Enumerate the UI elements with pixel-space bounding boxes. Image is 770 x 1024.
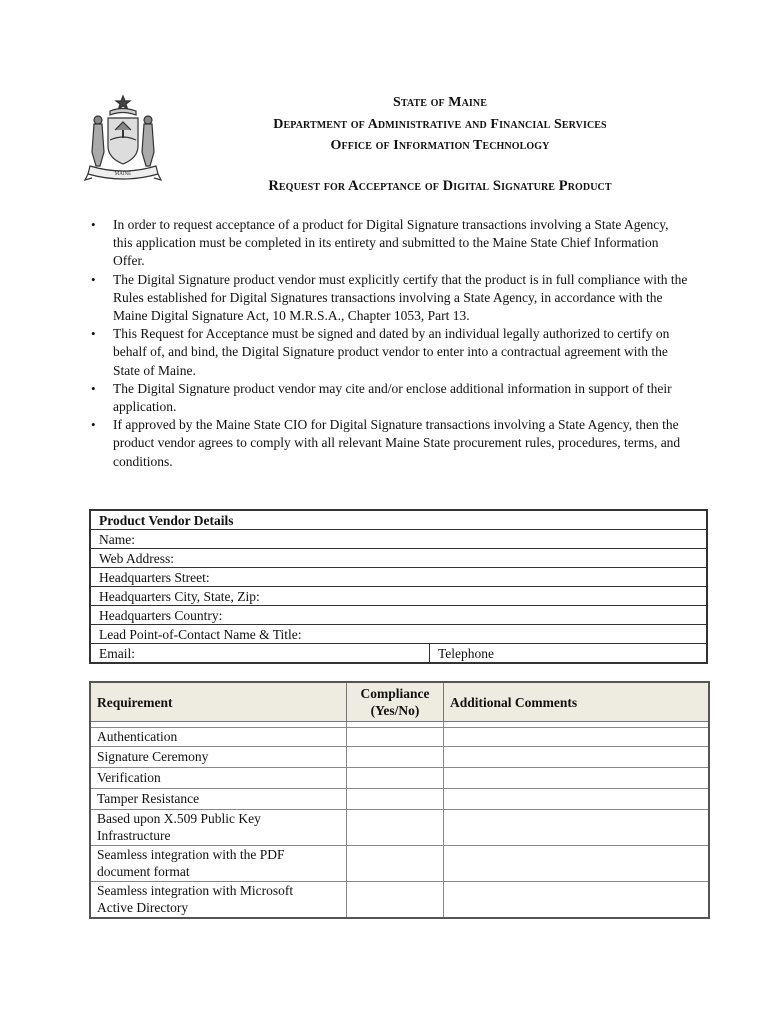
office-heading: Office of Information Technology bbox=[330, 138, 550, 153]
vendor-email-field[interactable]: Email: bbox=[90, 644, 430, 664]
department-heading: Department of Administrative and Financial Services bbox=[273, 117, 607, 132]
requirement-cell: Tamper Resistance bbox=[90, 788, 347, 809]
compliance-cell[interactable] bbox=[347, 845, 444, 881]
table-row bbox=[90, 845, 709, 881]
requirement-cell: Verification bbox=[90, 767, 347, 788]
comments-cell[interactable] bbox=[444, 746, 710, 767]
instruction-item: • This Request for Acceptance must be signed and dated by an individual legally authorized to certify on behalf of, and bind, the Digital Signature product vendor to enter into a contractual agreement with the State of Maine. bbox=[88, 325, 688, 380]
table-row bbox=[90, 788, 709, 809]
instruction-item: • The Digital Signature product vendor may cite and/or enclose additional information in support of their application. bbox=[88, 380, 688, 416]
compliance-header-line2: (Yes/No) bbox=[370, 703, 420, 718]
comments-cell[interactable] bbox=[444, 767, 710, 788]
comments-cell[interactable] bbox=[444, 845, 710, 881]
comments-column-header: Additional Comments bbox=[444, 682, 710, 722]
comments-cell[interactable] bbox=[444, 809, 710, 845]
instructions-list bbox=[88, 216, 688, 471]
requirement-line: Infrastructure bbox=[97, 828, 171, 843]
instruction-item: • If approved by the Maine State CIO for Digital Signature transactions involving a State Agency, then the product vendor agrees to comply with all relevant Maine State procurement rules, procedures, terms, and conditions. bbox=[88, 416, 688, 471]
table-row bbox=[90, 746, 709, 767]
instruction-item: • The Digital Signature product vendor must explicitly certify that the product is in full compliance with the Rules established for Digital Signatures transactions involving a State Agency, in accordance with the Maine Digital Signature Act, 10 M.R.S.A., Chapter 1053, Part 13. bbox=[88, 271, 688, 326]
vendor-street-field[interactable]: Headquarters Street: bbox=[90, 568, 707, 587]
vendor-contact-field[interactable]: Lead Point-of-Contact Name & Title: bbox=[90, 625, 707, 644]
compliance-cell[interactable] bbox=[347, 746, 444, 767]
vendor-web-address-field[interactable]: Web Address: bbox=[90, 549, 707, 568]
requirement-line: Seamless integration with the PDF bbox=[97, 846, 285, 862]
table-row bbox=[90, 881, 709, 918]
vendor-country-field[interactable]: Headquarters Country: bbox=[90, 606, 707, 625]
compliance-cell[interactable] bbox=[347, 788, 444, 809]
requirement-cell bbox=[90, 845, 347, 881]
vendor-table-heading: Product Vendor Details bbox=[90, 510, 707, 530]
requirement-line: document format bbox=[97, 864, 190, 879]
comments-cell[interactable] bbox=[444, 788, 710, 809]
requirement-column-header: Requirement bbox=[90, 682, 347, 722]
compliance-cell[interactable] bbox=[347, 881, 444, 918]
instruction-item: • In order to request acceptance of a product for Digital Signature transactions involving a State Agency, this application must be completed in its entirety and submitted to the Maine State Chief Information Offer. bbox=[88, 216, 688, 271]
requirement-cell: Authentication bbox=[90, 728, 347, 747]
table-row bbox=[90, 728, 709, 747]
requirement-cell bbox=[90, 809, 347, 845]
state-heading: State of Maine bbox=[392, 95, 488, 110]
requirement-line: Seamless integration with Microsoft bbox=[97, 882, 294, 898]
requirement-line: Based upon X.509 Public Key bbox=[97, 810, 261, 826]
requirement-line: Active Directory bbox=[97, 900, 189, 915]
table-row bbox=[90, 767, 709, 788]
compliance-cell[interactable] bbox=[347, 767, 444, 788]
compliance-column-header bbox=[347, 682, 444, 722]
compliance-cell[interactable] bbox=[347, 809, 444, 845]
compliance-cell[interactable] bbox=[347, 728, 444, 747]
form-title: Request for Acceptance of Digital Signature Product bbox=[268, 178, 612, 194]
vendor-city-state-zip-field[interactable]: Headquarters City, State, Zip: bbox=[90, 587, 707, 606]
requirement-cell bbox=[90, 881, 347, 918]
requirement-cell: Signature Ceremony bbox=[90, 746, 347, 767]
vendor-details-table bbox=[89, 509, 708, 664]
requirements-table bbox=[89, 681, 710, 919]
comments-cell[interactable] bbox=[444, 881, 710, 918]
svg-text:MAINE: MAINE bbox=[114, 172, 132, 177]
vendor-name-field[interactable]: Name: bbox=[90, 530, 707, 549]
table-row bbox=[90, 809, 709, 845]
compliance-header-line1: Compliance bbox=[360, 686, 430, 701]
requirements-header-row bbox=[90, 682, 709, 722]
vendor-telephone-field[interactable]: Telephone bbox=[430, 644, 708, 664]
comments-cell[interactable] bbox=[444, 728, 710, 747]
